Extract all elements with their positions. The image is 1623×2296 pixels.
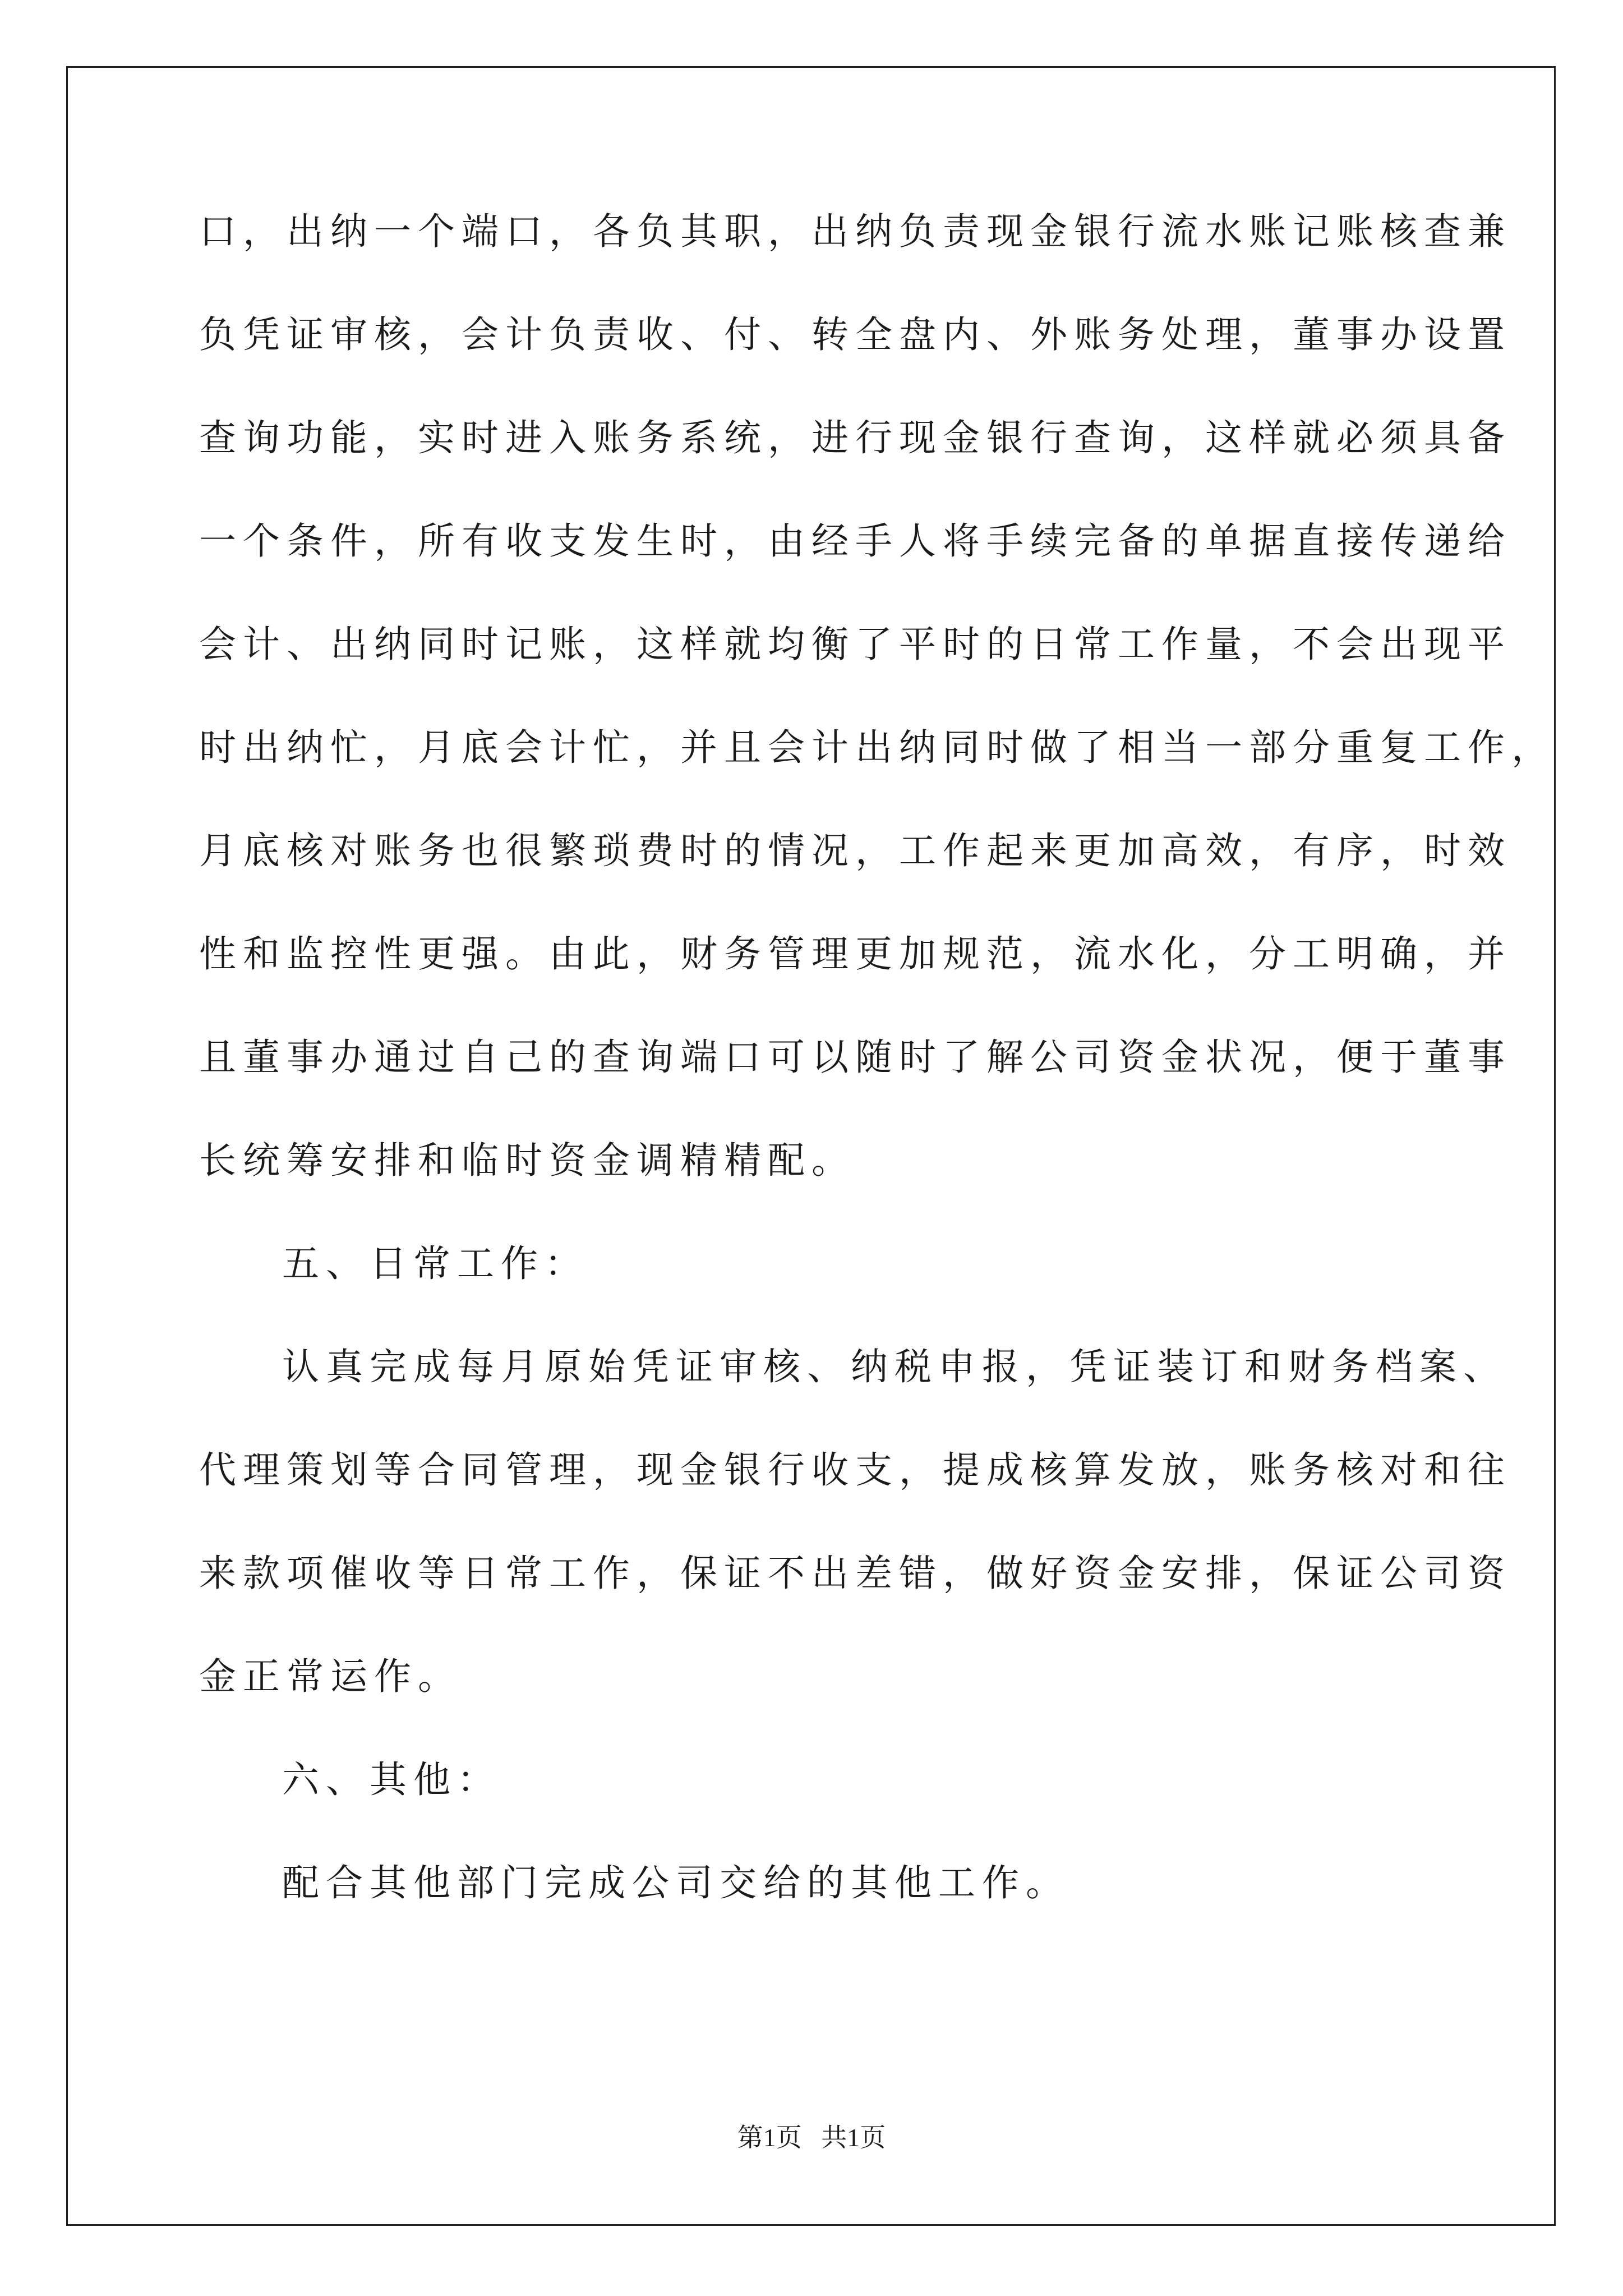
paragraph-daily-work-line-4: 金正常运作。 xyxy=(199,1655,462,1698)
paragraph-1-line-3: 查询功能，实时进入账务系统，进行现金银行查询，这样就必须具备 xyxy=(199,416,1511,459)
paragraph-1-line-5: 会计、出纳同时记账，这样就均衡了平时的日常工作量，不会出现平 xyxy=(199,623,1511,666)
page-number-footer: 第1页 共1页 xyxy=(737,2123,886,2152)
section-heading-other: 六、其他： xyxy=(282,1758,501,1801)
paragraph-1-line-9: 且董事办通过自己的查询端口可以随时了解公司资金状况，便于董事 xyxy=(199,1036,1511,1079)
paragraph-1-line-7: 月底核对账务也很繁琐费时的情况，工作起来更加高效，有序，时效 xyxy=(199,829,1511,872)
paragraph-1-line-8: 性和监控性更强。由此，财务管理更加规范，流水化，分工明确，并 xyxy=(199,932,1511,976)
paragraph-daily-work-line-3: 来款项催收等日常工作，保证不出差错，做好资金安排，保证公司资 xyxy=(199,1552,1511,1595)
section-heading-daily-work: 五、日常工作： xyxy=(282,1242,588,1285)
document-body xyxy=(199,210,1555,1968)
paragraph-other-line-1: 配合其他部门完成公司交给的其他工作。 xyxy=(282,1861,1069,1904)
paragraph-1-line-10: 长统筹安排和临时资金调精精配。 xyxy=(199,1139,855,1182)
paragraph-daily-work-line-1: 认真完成每月原始凭证审核、纳税申报，凭证装订和财务档案、 xyxy=(282,1345,1507,1388)
paragraph-1-line-6: 时出纳忙，月底会计忙，并且会计出纳同时做了相当一部分重复工作， xyxy=(199,726,1555,769)
paragraph-1-line-2: 负凭证审核，会计负责收、付、转全盘内、外账务处理，董事办设置 xyxy=(199,313,1511,356)
paragraph-1-line-1: 口，出纳一个端口，各负其职，出纳负责现金银行流水账记账核查兼 xyxy=(199,210,1511,253)
paragraph-1-line-4: 一个条件，所有收支发生时，由经手人将手续完备的单据直接传递给 xyxy=(199,519,1511,563)
paragraph-daily-work-line-2: 代理策划等合同管理，现金银行收支，提成核算发放，账务核对和往 xyxy=(199,1448,1511,1492)
